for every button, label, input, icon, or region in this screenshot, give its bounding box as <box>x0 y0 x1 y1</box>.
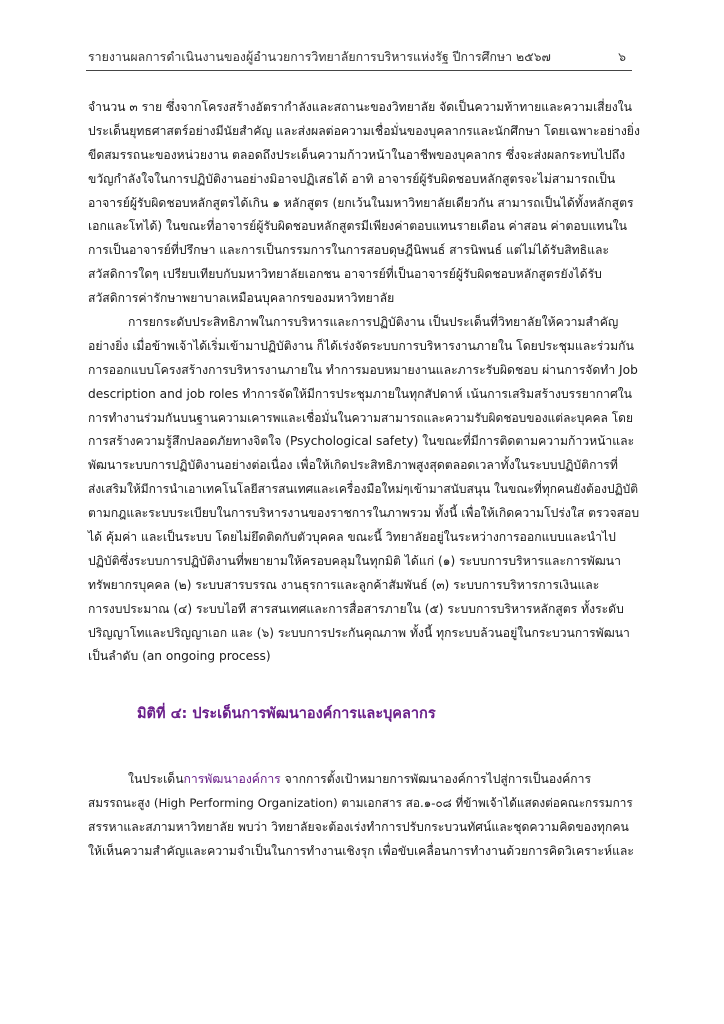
text-line: เป็นลำดับ (an ongoing process) <box>88 649 271 664</box>
text-suffix: จากการตั้งเป้าหมายการพัฒนาองค์การไปสู่การเป็นองค์การ <box>280 772 592 786</box>
header-title: รายงานผลการดำเนินงานของผู้อำนวยการวิทยาลัยการบริหารแห่งรัฐ ปีการศึกษา ๒๕๖๗ <box>88 49 551 64</box>
paragraph-2 <box>88 311 640 669</box>
body-paragraphs <box>88 96 640 669</box>
header-divider <box>86 70 632 71</box>
page-number: ๖ <box>618 49 626 64</box>
text-line: สวัสดิการค่ารักษาพยาบาลเหมือนบุคลากรของมหาวิทยาลัย <box>88 291 395 306</box>
page-header <box>88 44 632 68</box>
text-line: ให้เห็นความสำคัญและความจำเป็นในการทำงานเชิงรุก เพื่อขับเคลื่อนการทำงานด้วยการคิดวิเคราะห์และ <box>88 843 634 858</box>
paragraph-1 <box>88 96 640 311</box>
text-line: ขีดสมรรถนะของหน่วยงาน ตลอดถึงประเด็นความก้าวหน้าในอาชีพของบุคลากร ซึ่งจะส่งผลกระทบไปถึง <box>88 147 626 162</box>
text-line: สวัสดิการใดๆ เปรียบเทียบกับมหาวิทยาลัยเอกชน อาจารย์ที่เป็นอาจารย์ผู้รับผิดชอบหลักสูตรยังได้รับ <box>88 267 602 282</box>
text-line: อาจารย์ผู้รับผิดชอบหลักสูตรได้เกิน ๑ หลักสูตร (ยกเว้นในมหาวิทยาลัยเดียวกัน สามารถเป็นได้ทั้งหลักสูตร <box>88 195 634 210</box>
text-line: อย่างยิ่ง เมื่อข้าพเจ้าได้เริ่มเข้ามาปฏิบัติงาน ก็ได้เร่งจัดระบบการบริหารงานภายใน โดยประชุมและร่วมกัน <box>88 338 634 353</box>
text-line: สรรหาและสภามหาวิทยาลัย พบว่า วิทยาลัยจะต้องเร่งทำการปรับกระบวนทัศน์และชุดความคิดของทุกคน <box>88 819 629 834</box>
text-line: การงบประมาณ (๔) ระบบไอที สารสนเทศและการสื่อสารภายใน (๕) ระบบการบริหารหลักสูตร ทั้งระดับ <box>88 601 624 616</box>
text-line: ขวัญกำลังใจในการปฏิบัติงานอย่างมิอาจปฏิเสธได้ อาทิ อาจารย์ผู้รับผิดชอบหลักสูตรจะไม่สามารถเป็น <box>88 171 616 186</box>
section-heading: มิติที่ ๔: ประเด็นการพัฒนาองค์การและบุคลากร <box>137 706 436 722</box>
text-line: ปริญญาโทและปริญญาเอก และ (๖) ระบบการประกันคุณภาพ ทั้งนี้ ทุกระบบล้วนอยู่ในกระบวนการพัฒนา <box>88 625 630 640</box>
text-line: การออกแบบโครงสร้างการบริหารงานภายใน ทำการมอบหมายงานและภาระรับผิดชอบ ผ่านการจัดทำ Job <box>88 362 638 377</box>
text-line: ตามกฎและระบบระเบียบในการบริหารงานของราชการในภาพรวม ทั้งนี้ เพื่อให้เกิดความโปร่งใส ตรวจสอบ <box>88 506 640 521</box>
text-line: การเป็นอาจารย์ที่ปรึกษา และการเป็นกรรมการในการสอบดุษฎีนิพนธ์ สารนิพนธ์ แต่ไม่ได้รับสิทธิและ <box>88 243 609 258</box>
text-line: ได้ คุ้มค่า และเป็นระบบ โดยไม่ยึดติดกับตัวบุคคล ขณะนี้ วิทยาลัยอยู่ในระหว่างการออกแบบและนำไป <box>88 530 616 545</box>
highlight-term: การพัฒนาองค์การ <box>183 772 281 786</box>
text-line: ทรัพยากรบุคคล (๒) ระบบสารบรรณ งานธุรการและลูกค้าสัมพันธ์ (๓) ระบบการบริหารการเงินและ <box>88 577 600 592</box>
text-line: จำนวน ๓ ราย ซึ่งจากโครงสร้างอัตรากำลังและสถานะของวิทยาลัย จัดเป็นความท้าทายและความเสี่ยงใน <box>88 100 632 114</box>
text-line: การสร้างความรู้สึกปลอดภัยทางจิตใจ (Psychological safety) ในขณะที่มีการติดตามความก้าวหน้าและ <box>88 434 635 449</box>
text-prefix: ในประเด็น <box>128 772 184 786</box>
text-line: ส่งเสริมให้มีการนำเอาเทคโนโลยีสารสนเทศและเครื่องมือใหม่ๆเข้ามาสนับสนุน ในขณะที่ทุกคนยังต้องปฏิบัติ <box>88 482 639 497</box>
text-line: description and job roles ทำการจัดให้มีการประชุมภายในทุกสัปดาห์ เน้นการเสริมสร้างบรรยากาศใน <box>88 386 632 401</box>
text-line: สมรรถนะสูง (High Performing Organization) ตามเอกสาร สอ.๑-๐๘ ที่ข้าพเจ้าได้แสดงต่อคณะกรรมการ <box>88 795 633 810</box>
text-line: เอกและโทได้) ในขณะที่อาจารย์ผู้รับผิดชอบหลักสูตรมีเพียงค่าตอบแทนรายเดือน ค่าสอน ค่าตอบแทนใน <box>88 219 627 234</box>
text-line: ปฏิบัติซึ่งระบบการปฏิบัติงานที่พยายามให้ครอบคลุมในทุกมิติ ได้แก่ (๑) ระบบการบริหารและการพัฒนา <box>88 553 621 568</box>
paragraph-3 <box>88 768 640 864</box>
text-line: การยกระดับประสิทธิภาพในการบริหารและการปฏิบัติงาน เป็นประเด็นที่วิทยาลัยให้ความสำคัญ <box>128 315 619 330</box>
text-line: ประเด็นยุทธศาสตร์อย่างมีนัยสำคัญ และส่งผลต่อความเชื่อมั่นของบุคลากรและนักศึกษา โดยเฉพาะอย่างยิ่ง <box>88 123 640 138</box>
text-line: การทำงานร่วมกันบนฐานความเคารพและเชื่อมั่นในความสามารถและความรับผิดชอบของแต่ละบุคคล โดย <box>88 410 633 425</box>
text-line-first <box>88 768 640 792</box>
text-line: พัฒนาระบบการปฏิบัติงานอย่างต่อเนื่อง เพื่อให้เกิดประสิทธิภาพสูงสุดตลอดเวลาทั้งในระบบปฏิบัติการที่ <box>88 458 618 473</box>
